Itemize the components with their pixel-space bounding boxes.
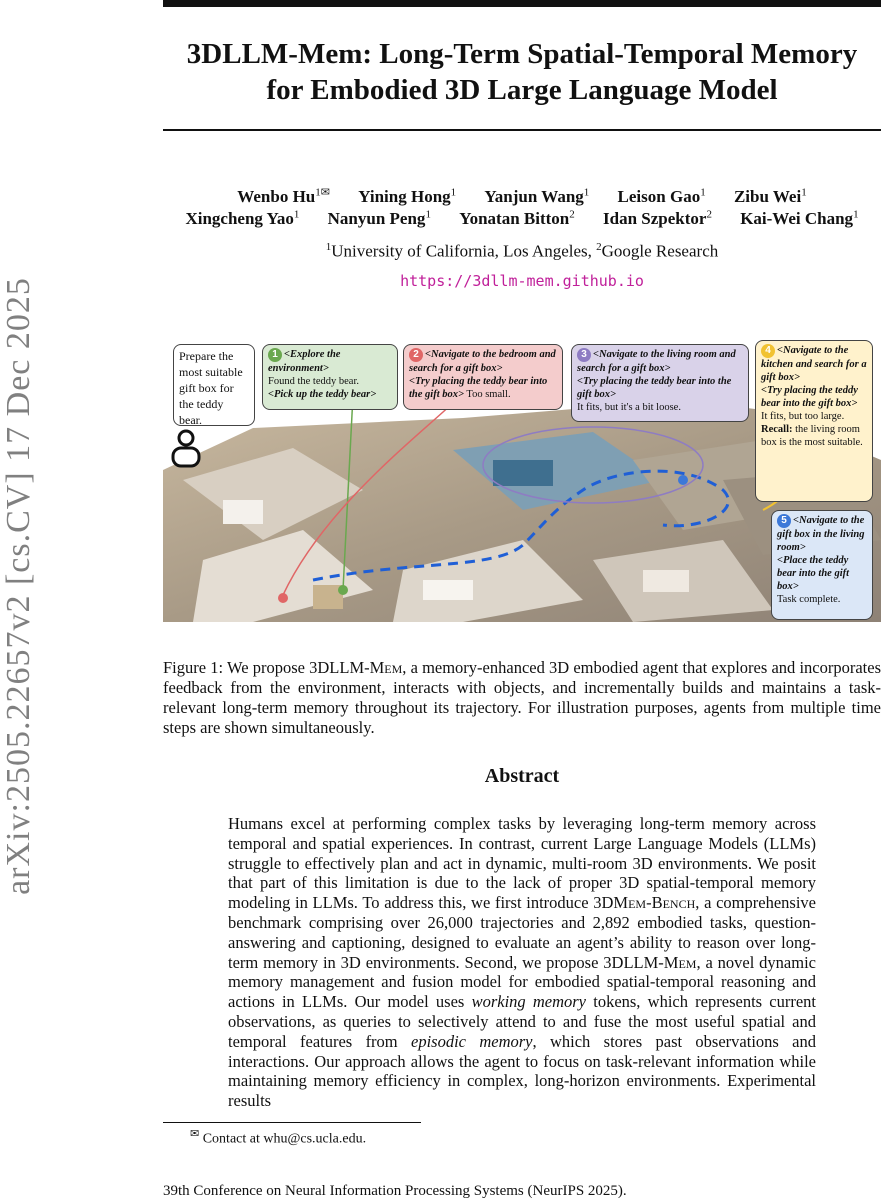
step-4-bubble: 4 <Navigate to the kitchen and search for a gift box> <Try placing the teddy bear into the gift box> It fits, but too large. Recall: the living room box is the most suitable. xyxy=(755,340,873,502)
step-1-bubble: 1 <Explore the environment> Found the teddy bear. <Pick up the teddy bear> xyxy=(262,344,398,410)
arxiv-stamp: arXiv:2505.22657v2 [cs.CV] 17 Dec 2025 xyxy=(0,277,37,895)
abstract-heading: Abstract xyxy=(484,765,560,787)
top-rule xyxy=(163,0,881,7)
step-4-badge: 4 xyxy=(761,344,775,358)
author: Leison Gao$^1$ xyxy=(617,186,706,206)
step-5-bubble: 5 <Navigate to the gift box in the living room> <Place the teddy bear into the gift box> Task complete. xyxy=(771,510,873,620)
step-5-badge: 5 xyxy=(777,514,791,528)
author: Yonatan Bitton$^2$ xyxy=(459,208,575,228)
step-2-badge: 2 xyxy=(409,348,423,362)
figure-1 xyxy=(163,340,881,622)
author: Kai-Wei Chang$^1$ xyxy=(740,208,859,228)
abstract-body: Humans excel at performing complex tasks by leveraging long-term memory across temporal and spatial experiences. In contrast, current Large Language Models (LLMs) struggle to effectively plan and act in dynamic, multi-room 3D environments. We posit that part of this limitation is due to the lack of proper 3D spatial-temporal memory modeling in LLMs. To address this, we first introduce 3DMem-Bench, a comprehensive benchmark comprising over 26,000 trajectories and 2,892 embodied tasks, question-answering and captioning, designed to evaluate an agent’s ability to reason over long-term memory in 3D environments. Second, we propose 3DLLM-Mem, a novel dynamic memory management and fusion model for embodied spatial-temporal reasoning and actions in LLMs. Our model uses working memory tokens, which represents current observations, as queries to selectively attend to and fuse the most useful spatial and temporal features from episodic memory, which stores past observations and interactions. Our approach allows the agent to focus on task-relevant information while maintaining memory efficiency in complex, long-horizon environments. Experimental results xyxy=(228,814,817,1111)
paper-title xyxy=(163,36,881,108)
user-icon xyxy=(169,428,203,470)
step-1-badge: 1 xyxy=(268,348,282,362)
footnote-rule xyxy=(163,1122,421,1123)
title-bottom-rule xyxy=(163,129,881,131)
step-2-bubble: 2 <Navigate to the bedroom and search for a gift box> <Try placing the teddy bear into the gift box> Too small. xyxy=(403,344,563,410)
title-line-1: 3DLLM-Mem: Long-Term Spatial-Temporal Memory xyxy=(186,38,858,70)
author: Xingcheng Yao$^1$ xyxy=(185,208,300,228)
author: Zibu Wei$^1$ xyxy=(733,186,807,206)
author: Yining Hong$^1$ xyxy=(358,186,457,206)
figure-caption: Figure 1: We propose 3DLLM-Mem, a memory-enhanced 3D embodied agent that explores and incorporates feedback from the environment, interacts with objects, and incrementally builds and maintains a task-relevant long-term memory throughout its trajectory. For illustration purposes, agents from multiple time steps are shown simultaneously. xyxy=(163,658,881,737)
author: Wenbo $Hu^{1✉}$ xyxy=(237,186,330,206)
author: Nanyun Peng$^1$ xyxy=(327,208,431,228)
venue-footer: 39th Conference on Neural Information Processing Systems (NeurIPS 2025). xyxy=(163,1183,627,1199)
author: Idan Szpektor$^2$ xyxy=(603,208,712,228)
title-line-2: for Embodied 3D Large Language Model xyxy=(266,74,778,106)
step-3-bubble: 3 <Navigate to the living room and search for a gift box> <Try placing the teddy bear into the gift box> It fits, but it's a bit loose. xyxy=(571,344,749,422)
step-3-badge: 3 xyxy=(577,348,591,362)
contact-footnote: ✉ Contact at whu@cs.ucla.edu. xyxy=(190,1128,367,1147)
author: Yanjun Wang$^1$ xyxy=(484,186,590,206)
project-url-link[interactable]: https://3dllm-mem.github.io xyxy=(400,272,644,290)
author-list-row-2 xyxy=(163,203,881,230)
task-prompt-bubble: Prepare the most suitable gift box for the teddy bear. xyxy=(173,344,255,426)
affiliations: $^1$University of California, Los Angeles, $^2$Google Research xyxy=(325,241,719,261)
